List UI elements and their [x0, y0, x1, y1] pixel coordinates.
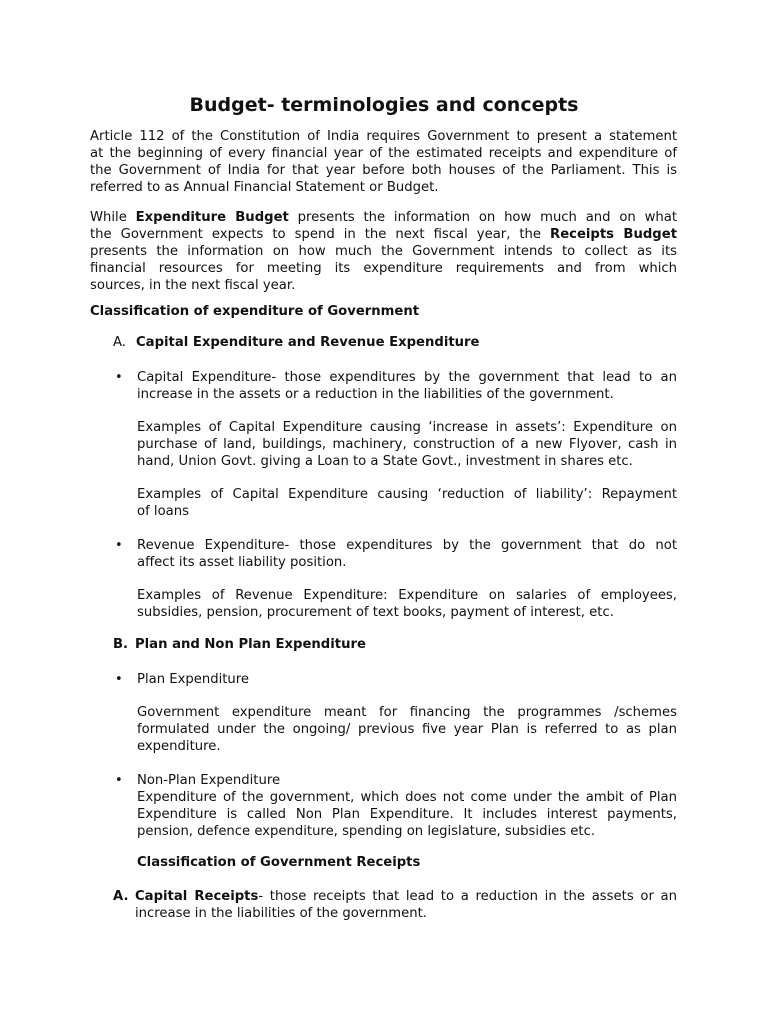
budgets-paragraph — [90, 209, 677, 294]
capital-expenditure-definition: Capital Expenditure- those expenditures by the government that lead to an increase in the assets or a reduction in the liabilities of the government. — [137, 370, 677, 402]
section-b-heading: Plan and Non Plan Expenditure — [135, 637, 366, 652]
revenue-examples: Examples of Revenue Expenditure: Expenditure on salaries of employees, subsidies, pension, procurement of text books, payment of interest, etc. — [137, 588, 677, 620]
section-a-heading: Capital Expenditure and Revenue Expenditure — [136, 335, 480, 350]
budgets-line: presents the information on how much the Government intends to collect as its — [90, 244, 677, 259]
capital-receipts-marker: A. — [113, 889, 129, 904]
plan-expenditure-description: Government expenditure meant for financing the programmes /schemes formulated under the ongoing/ previous five year Plan is referred to as plan expenditure. — [137, 705, 677, 754]
bullet-icon: • — [115, 672, 123, 687]
intro-line: Article 112 of the Constitution of India requires Government to present a statement — [90, 129, 677, 144]
receipts-budget-term: Receipts Budget — [550, 227, 677, 242]
budgets-line: sources, in the next fiscal year. — [90, 278, 296, 293]
capital-receipts-term: Capital Receipts — [135, 889, 259, 904]
intro-line: at the beginning of every financial year of the estimated receipts and expenditure of — [90, 146, 677, 161]
budgets-line: the Government expects to spend in the next fiscal year, the Receipts Budget — [90, 227, 677, 242]
intro-paragraph — [90, 128, 677, 196]
receipts-heading: Classification of Government Receipts — [137, 855, 421, 870]
revenue-expenditure-definition: Revenue Expenditure- those expenditures by the government that do not affect its asset liability position. — [137, 538, 677, 570]
capital-examples-liability: Examples of Capital Expenditure causing ‘reduction of liability’: Repayment of loans — [137, 487, 677, 519]
page-title: Budget- terminologies and concepts — [189, 94, 579, 116]
classification-expenditure-heading: Classification of expenditure of Government — [90, 304, 420, 319]
capital-receipts: Capital Receipts- those receipts that lead to a reduction in the assets or an increase in the liabilities of the government. — [135, 889, 678, 921]
bullet-icon: • — [115, 370, 123, 385]
intro-line: referred to as Annual Financial Statement or Budget. — [90, 180, 439, 195]
section-a-marker: A. — [113, 335, 126, 350]
section-b-marker: B. — [113, 637, 129, 652]
nonplan-expenditure-label: Non-Plan Expenditure — [137, 773, 281, 788]
nonplan-expenditure: Non-Plan Expenditure Expenditure of the government, which does not come under the ambit of Plan Expenditure is called Non Plan Expenditure. It includes interest payments, pension, defence expenditure, spending on legislature, subsidies etc. — [137, 773, 677, 839]
capital-examples-assets: Examples of Capital Expenditure causing ‘increase in assets’: Expenditure on purchase of land, buildings, machinery, construction of a new Flyover, cash in hand, Union Govt. giving a Loan to a State Govt., investment in shares etc. — [137, 420, 677, 469]
bullet-icon: • — [115, 773, 123, 788]
expenditure-budget-term: Expenditure Budget — [135, 210, 289, 225]
bullet-icon: • — [115, 538, 123, 553]
budgets-line: financial resources for meeting its expenditure requirements and from which — [90, 261, 677, 276]
intro-line: the Government of India for that year before both houses of the Parliament. This is — [90, 163, 677, 178]
plan-expenditure-label: Plan Expenditure — [137, 672, 250, 687]
budgets-line: While Expenditure Budget presents the information on how much and on what — [90, 210, 677, 225]
